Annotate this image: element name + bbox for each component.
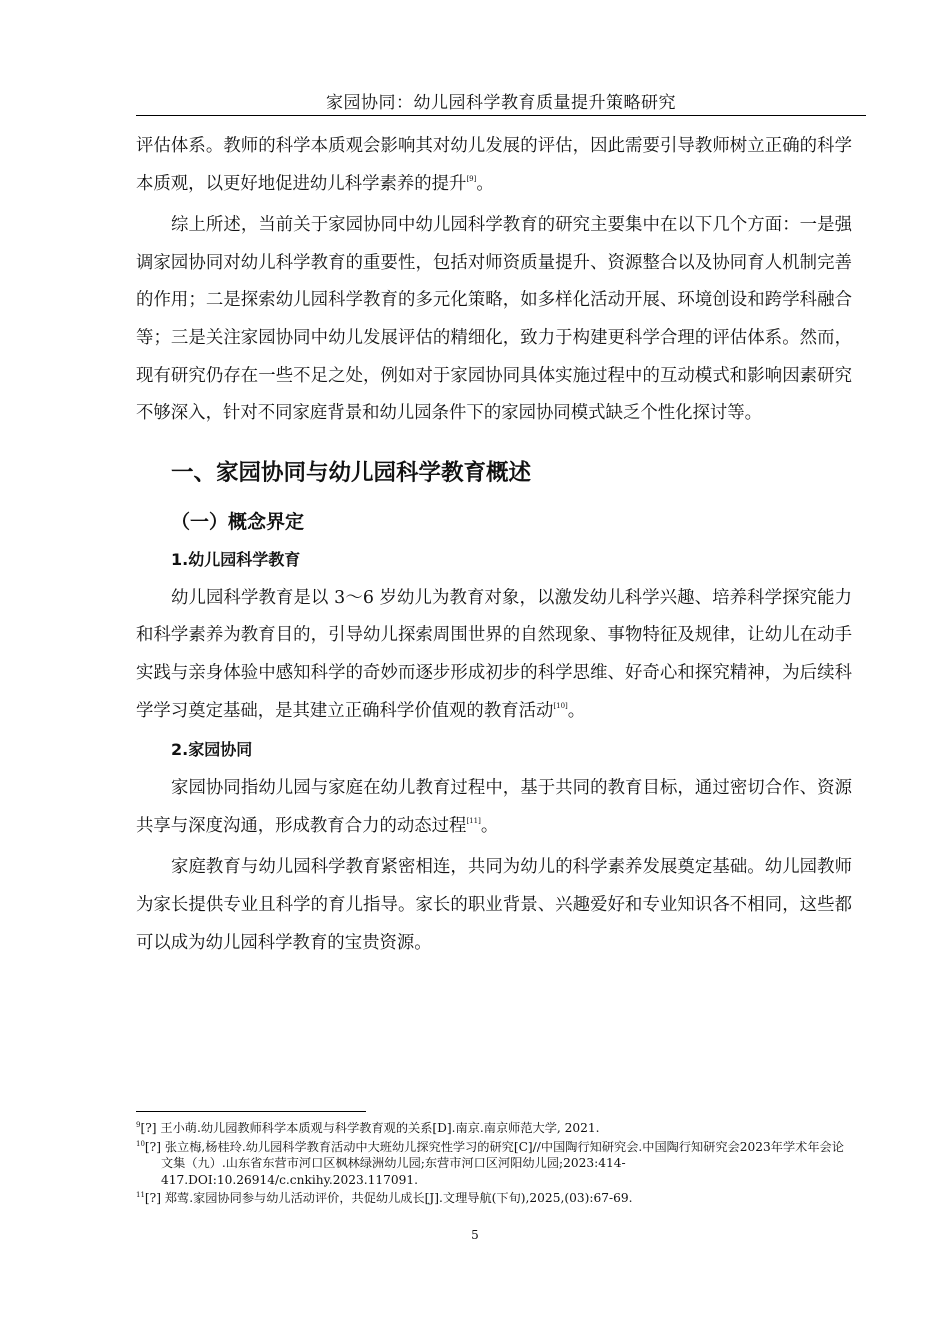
running-header: 家园协同：幼儿园科学教育质量提升策略研究: [326, 93, 676, 113]
paragraph-text: 家园协同指幼儿园与家庭在幼儿教育过程中，基于共同的教育目标，通过密切合作、资源共享与深度沟通，形成教育合力的动态过程: [136, 778, 852, 836]
footnotes: [136, 1120, 852, 1209]
footnote-number: 9: [136, 1121, 141, 1129]
paragraph-summary: 综上所述，当前关于家园协同中幼儿园科学教育的研究主要集中在以下几个方面：一是强调家园协同对幼儿科学教育的重要性，包括对师资质量提升、资源整合以及协同育人机制完善的作用；二是探索幼儿园科学教育的多元化策略，如多样化活动开展、环境创设和跨学科融合等；三是关注家园协同中幼儿发展评估的精细化，致力于构建更科学合理的评估体系。然而，现有研究仍存在一些不足之处，例如对于家园协同具体实施过程中的互动模式和影响因素研究不够深入，针对不同家庭背景和幼儿园条件下的家园协同模式缺乏个性化探讨等。: [136, 215, 852, 424]
paragraph-end: 。: [480, 815, 499, 836]
citation-marker: [11]: [466, 816, 481, 825]
body-text: [136, 128, 852, 966]
footnote-number: 11: [136, 1191, 145, 1199]
citation-marker: [10]: [553, 701, 568, 710]
footnote-text: [?] 郑莺.家园协同参与幼儿活动评价，共促幼儿成长[J].文理导航(下旬),2025,(03):67-69.: [144, 1191, 633, 1205]
section-heading: 一、家园协同与幼儿园科学教育概述: [171, 459, 532, 486]
footnote: [136, 1190, 852, 1207]
paragraph-text: 评估体系。教师的科学本质观会影响其对幼儿发展的评估，因此需要引导教师树立正确的科学本质观，以更好地促进幼儿科学素养的提升: [136, 136, 852, 194]
subsubsection-heading: 1.幼儿园科学教育: [171, 549, 301, 569]
footnote: [136, 1139, 852, 1189]
paragraph-continued: [136, 128, 852, 203]
citation-marker: [9]: [466, 174, 477, 183]
subsubsection-heading: 2.家园协同: [171, 740, 253, 760]
paragraph-text: 幼儿园科学教育是以 3～6 岁幼儿为教育对象，以激发幼儿科学兴趣、培养科学探究能力和科学素养为教育目的，引导幼儿探索周围世界的自然现象、事物特征及规律，让幼儿在动手实践与亲身体验中感知科学的奇妙而逐步形成初步的科学思维、好奇心和探究精神，为后续科学学习奠定基础，是其建立正确科学价值观的教育活动: [136, 587, 852, 721]
footnote-separator: [136, 1111, 366, 1112]
footnote-text: [?] 张立梅,杨桂玲.幼儿园科学教育活动中大班幼儿探究性学习的研究[C]//中国陶行知研究会.中国陶行知研究会2023年学术年会论文集（九）.山东省东营市河口区枫林绿洲幼儿园;东营市河口区河阳幼儿园;2023:414-417.DOI:10.26914/c.cnkihy.2023.117091.: [144, 1139, 844, 1187]
subsection-heading: （一）概念界定: [171, 510, 305, 533]
paragraph-definition-science-education: [136, 580, 852, 730]
page-number: 5: [471, 1228, 479, 1242]
header-rule: [136, 115, 866, 116]
paragraph-end: 。: [567, 700, 586, 721]
footnote-number: 10: [136, 1139, 145, 1148]
footnote-text: [?] 王小萌.幼儿园教师科学本质观与科学教育观的关系[D].南京.南京师范大学, 2021.: [140, 1121, 600, 1135]
paragraph-family-education: 家庭教育与幼儿园科学教育紧密相连，共同为幼儿的科学素养发展奠定基础。幼儿园教师为家长提供专业且科学的育儿指导。家长的职业背景、兴趣爱好和专业知识各不相同，这些都可以成为幼儿园科学教育的宝贵资源。: [136, 857, 852, 953]
footnote: [136, 1120, 852, 1137]
paragraph-end: 。: [476, 173, 494, 194]
paragraph-definition-home-school: [136, 770, 852, 845]
